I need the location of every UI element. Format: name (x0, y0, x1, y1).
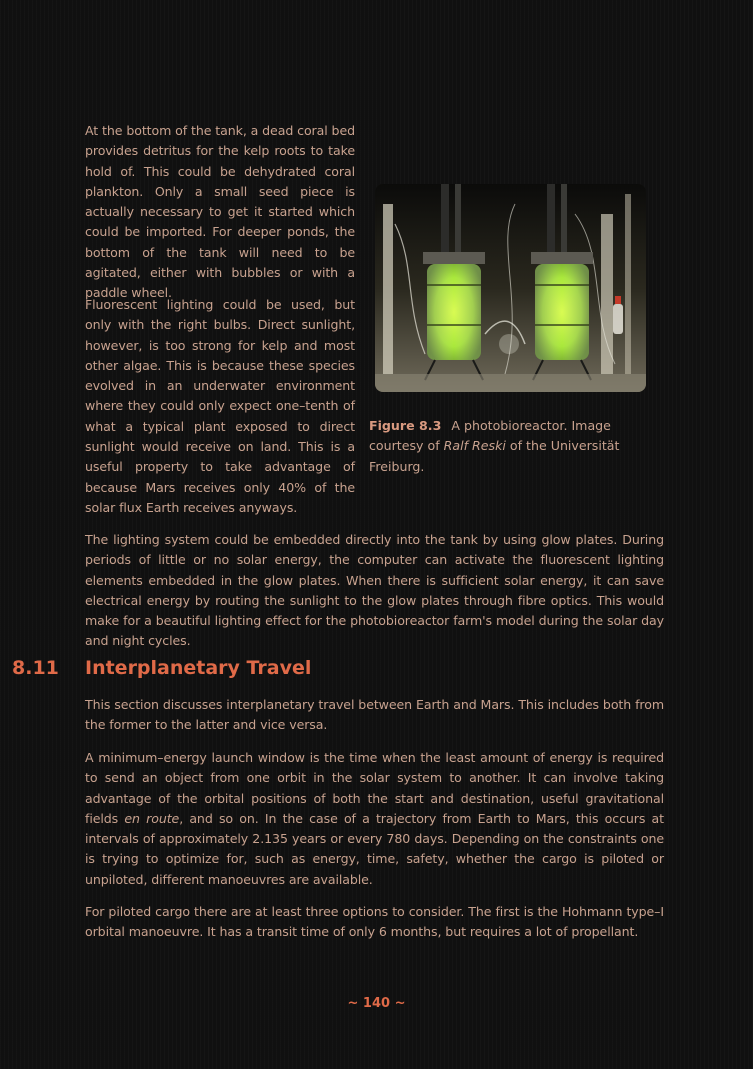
page-number: ~ 140 ~ (347, 996, 406, 1011)
figure-caption (369, 416, 665, 477)
paragraph-fluorescent-lighting: Fluorescent lighting could be used, but only with the right bulbs. Direct sunlight, however, is too strong for kelp and most other algae. This is because these species evolved in an underwater environment where they could only expect one–tenth of what a typical plant exposed to direct sunlight would receive on land. This is a useful property to take advantage of because Mars receives only 40% of the solar flux Earth receives anyways. (85, 297, 355, 515)
paragraph-piloted-cargo: For piloted cargo there are at least three options to consider. The first is the Hohmann type–I orbital manoeuvre. It has a transit time of only 6 months, but requires a lot of propellant. (85, 904, 664, 940)
paragraph-glow-plates: The lighting system could be embedded directly into the tank by using glow plates. During periods of little or no solar energy, the computer can activate the fluorescent lighting elements embedded in the glow plates. When there is sufficient solar energy, it can save electrical energy by routing the sunlight to the glow plates through fibre optics. This would make for a beautiful lighting effect for the photobioreactor farm's model during the solar day and night cycles. (85, 532, 664, 649)
paragraph-launch-window (85, 748, 664, 890)
figure-label: Figure 8.3 (369, 418, 442, 433)
caption-credit: Ralf Reski (443, 438, 506, 454)
paragraph-kelp-tank: At the bottom of the tank, a dead coral bed provides detritus for the kelp roots to take hold of. This could be dehydrated coral plankton. Only a small seed piece is actually necessary to get it started which could be imported. For deeper ponds, the bottom of the tank will need to be agitated, either with bubbles or with a paddle wheel. (85, 123, 355, 301)
caption-text: A photobioreactor. Image courtesy of (369, 418, 611, 454)
paragraph-section-intro: This section discusses interplanetary travel between Earth and Mars. This includes both from the former to the latter and vice versa. (85, 697, 664, 733)
photobioreactor-image (375, 184, 646, 392)
launch-window-text-continued: , and so on. In the case of a trajectory from Earth to Mars, this occurs at intervals of approximately 2.135 years or every 780 days. Depending on the constraints one is trying to optimize for, such as energy, time, safety, whether the cargo is piloted or unpiloted, different manoeuvres are available. (85, 810, 664, 887)
launch-window-emphasis: en route (124, 810, 180, 826)
launch-window-text: A minimum–energy launch window is the time when the least amount of energy is required to send an object from one orbit in the solar system to another. It can involve taking advantage of the orbital positions of both the start and destination, useful gravitational fields (85, 750, 664, 826)
caption-affiliation: of the Universität Freiburg. (369, 438, 620, 474)
section-number: 8.11 (12, 657, 59, 679)
section-title: Interplanetary Travel (85, 657, 312, 679)
